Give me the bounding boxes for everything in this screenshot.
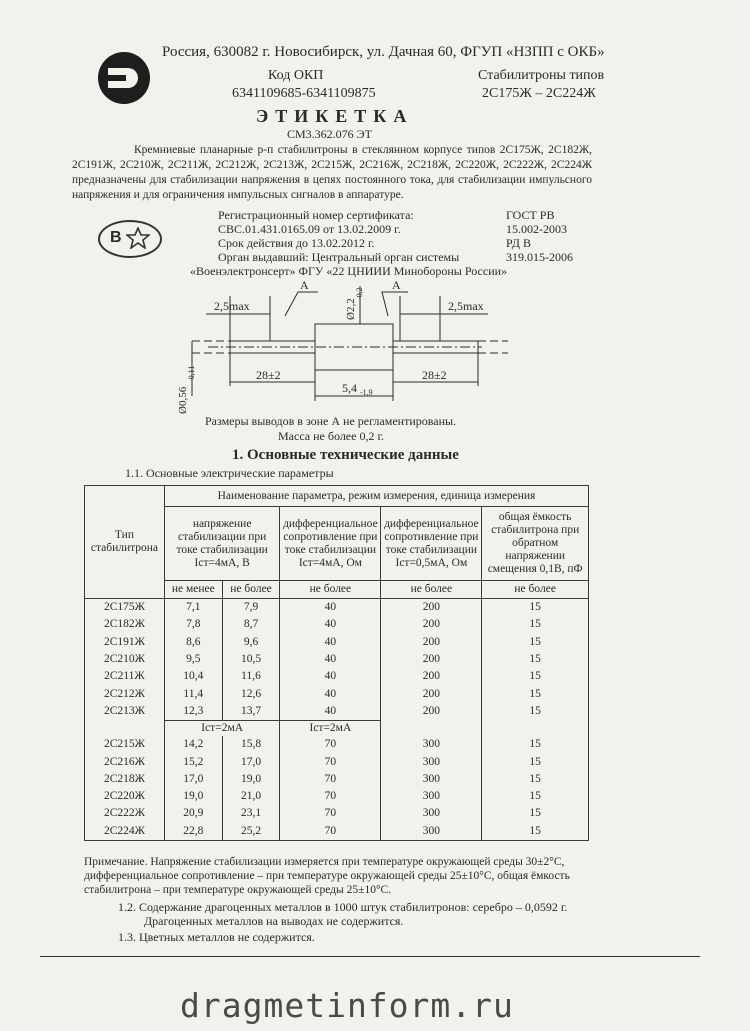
table-cell: 19,0 bbox=[164, 788, 222, 805]
address: Россия, 630082 г. Новосибирск, ул. Дачная 60, ФГУП «НЗПП с ОКБ» bbox=[162, 44, 605, 60]
table-cell: 11,4 bbox=[164, 685, 222, 702]
table-cell: 200 bbox=[381, 685, 482, 702]
table-cell: 10,4 bbox=[164, 668, 222, 685]
std-1: ГОСТ РВ bbox=[506, 208, 555, 222]
body-len: 5,4 bbox=[342, 381, 357, 395]
table-cell: 2С220Ж bbox=[85, 788, 165, 805]
table-cell: 15,2 bbox=[164, 753, 222, 770]
divider bbox=[40, 956, 700, 957]
table-cell: 15 bbox=[482, 616, 589, 633]
sub-max: не более bbox=[222, 581, 280, 599]
table-cell: 40 bbox=[280, 616, 381, 633]
table-cell: 20,9 bbox=[164, 805, 222, 822]
table-cell: 15 bbox=[482, 823, 589, 841]
std-3: РД В bbox=[506, 236, 531, 250]
item-1-3: 1.3. Цветных металлов не содержится. bbox=[118, 930, 315, 944]
type-value: 2С175Ж – 2С224Ж bbox=[482, 86, 596, 101]
len-right: 28±2 bbox=[422, 368, 447, 382]
table-cell: 15 bbox=[482, 685, 589, 702]
sep-diff: Iст=2мА bbox=[280, 721, 381, 737]
sub-diff2: не более bbox=[381, 581, 482, 599]
certification-mark-icon: В bbox=[98, 220, 162, 258]
body-dia: Ø2,2 bbox=[345, 298, 357, 320]
okp-label: Код ОКП bbox=[268, 68, 324, 83]
table-cell: 40 bbox=[280, 685, 381, 702]
table-row bbox=[85, 599, 589, 617]
sep-voltage: Iст=2мА bbox=[164, 721, 279, 737]
diff2-header: дифференциальное сопротивление при токе стабилизации Iст=0,5мА, Ом bbox=[381, 507, 482, 581]
std-4: 319.015-2006 bbox=[506, 250, 573, 264]
table-cell: 2С211Ж bbox=[85, 668, 165, 685]
table-cell: 17,0 bbox=[222, 753, 280, 770]
table-cell: 70 bbox=[280, 823, 381, 841]
table-cell: 15 bbox=[482, 788, 589, 805]
table-cell: 70 bbox=[280, 805, 381, 822]
cert-valid-until: Срок действия до 13.02.2012 г. bbox=[218, 236, 375, 250]
table-cell: 15 bbox=[482, 771, 589, 788]
table-cell: 300 bbox=[381, 788, 482, 805]
table-cell: 15 bbox=[482, 753, 589, 770]
table-row bbox=[85, 685, 589, 702]
table-row bbox=[85, 651, 589, 668]
table-cell: 40 bbox=[280, 599, 381, 617]
table-cell: 9,5 bbox=[164, 651, 222, 668]
doc-code: СМ3.362.076 ЭТ bbox=[287, 127, 372, 141]
lead-dia: Ø0,56 bbox=[177, 386, 189, 414]
diode-drawing bbox=[170, 276, 520, 418]
lead-left-dim: 2,5max bbox=[214, 299, 250, 313]
table-cell: 2С182Ж bbox=[85, 616, 165, 633]
doc-title: ЭТИКЕТКА bbox=[256, 106, 414, 126]
table-cell: 15 bbox=[482, 703, 589, 721]
table-cell: 11,6 bbox=[222, 668, 280, 685]
table-cell: 15 bbox=[482, 599, 589, 617]
table-cell: 15 bbox=[482, 805, 589, 822]
zone-a-right: A bbox=[392, 278, 401, 292]
drawing-note-1: Размеры выводов в зоне А не регламентированы. bbox=[205, 414, 457, 428]
table-row bbox=[85, 616, 589, 633]
table-cell: 14,2 bbox=[164, 736, 222, 753]
std-2: 15.002-2003 bbox=[506, 222, 567, 236]
table-cell: 15 bbox=[482, 668, 589, 685]
current-separator-row bbox=[85, 721, 589, 737]
voltage-header: напряжение стабилизации при токе стабилизации Iст=4мА, В bbox=[164, 507, 279, 581]
group-header: Наименование параметра, режим измерения, единица измерения bbox=[164, 486, 588, 507]
table-cell: 200 bbox=[381, 668, 482, 685]
table-cell: 21,0 bbox=[222, 788, 280, 805]
table-row bbox=[85, 805, 589, 822]
cap-header: общая ёмкость стабилитрона при обратном напряжении смещения 0,1В, пФ bbox=[482, 507, 589, 581]
table-cell: 15 bbox=[482, 736, 589, 753]
table-cell: 40 bbox=[280, 703, 381, 721]
type-label: Стабилитроны типов bbox=[478, 68, 605, 83]
sub-diff1: не более bbox=[280, 581, 381, 599]
subsection-title: 1.1. Основные электрические параметры bbox=[125, 466, 334, 480]
table-cell: 200 bbox=[381, 616, 482, 633]
table-cell: 15 bbox=[482, 651, 589, 668]
table-cell: 8,7 bbox=[222, 616, 280, 633]
table-cell: 25,2 bbox=[222, 823, 280, 841]
table-cell: 2С216Ж bbox=[85, 753, 165, 770]
table-cell: 40 bbox=[280, 651, 381, 668]
company-logo bbox=[98, 52, 150, 104]
table-row bbox=[85, 753, 589, 770]
cert-issuer-label: Орган выдавший: Центральный орган системы bbox=[218, 250, 460, 264]
table-cell: 15,8 bbox=[222, 736, 280, 753]
table-cell: 22,8 bbox=[164, 823, 222, 841]
diff1-header: дифференциальное сопротивление при токе стабилизации Iст=4мА, Ом bbox=[280, 507, 381, 581]
table-cell: 2С213Ж bbox=[85, 703, 165, 721]
item-1-2: 1.2. Содержание драгоценных металлов в 1000 штук стабилитронов: серебро – 0,0592 г. bbox=[118, 900, 568, 914]
intro-text: Кремниевые планарные р-п стабилитроны в стеклянном корпусе типов 2С175Ж, 2С182Ж, 2С191Ж, 2С210Ж, 2С211Ж, 2С212Ж, 2С213Ж, 2С215Ж, 2С216Ж, 2С218Ж, 2С220Ж, 2С222Ж, 2С224Ж предназначены для стабилизации напряжения в цепях постоянного тока, для стабилизации импульсного напряжения и для ограничения импульсных сигналов в аппаратуре. bbox=[72, 144, 592, 201]
table-row bbox=[85, 788, 589, 805]
table-cell: 70 bbox=[280, 736, 381, 753]
table-row bbox=[85, 703, 589, 721]
table-cell: 2С218Ж bbox=[85, 771, 165, 788]
table-cell: 70 bbox=[280, 753, 381, 770]
table-cell: 300 bbox=[381, 823, 482, 841]
table-cell: 12,6 bbox=[222, 685, 280, 702]
table-cell: 2С210Ж bbox=[85, 651, 165, 668]
table-cell: 2С224Ж bbox=[85, 823, 165, 841]
table-row bbox=[85, 668, 589, 685]
sub-cap: не более bbox=[482, 581, 589, 599]
table-row bbox=[85, 634, 589, 651]
table-row bbox=[85, 823, 589, 841]
zone-a-left: A bbox=[300, 278, 309, 292]
len-left: 28±2 bbox=[256, 368, 281, 382]
table-cell: 70 bbox=[280, 788, 381, 805]
table-cell: 9,6 bbox=[222, 634, 280, 651]
table-cell: 40 bbox=[280, 668, 381, 685]
table-cell: 2С191Ж bbox=[85, 634, 165, 651]
table-cell: 300 bbox=[381, 771, 482, 788]
table-cell: 12,3 bbox=[164, 703, 222, 721]
cert-reg-label: Регистрационный номер сертификата: bbox=[218, 208, 414, 222]
col-type-header: Тип стабилитрона bbox=[85, 486, 165, 599]
section-title: 1. Основные технические данные bbox=[232, 447, 459, 463]
table-cell: 70 bbox=[280, 771, 381, 788]
lead-dia-tol: -0,11 bbox=[187, 365, 196, 382]
table-note: Примечание. Напряжение стабилизации измеряется при температуре окружающей среды 30±2°С, дифференциальное сопротивление – при температуре окружающей среды 25±10°С, общая ёмкость стабилитрона – при температуре окружающей среды 25±10°С. bbox=[84, 856, 570, 896]
table-cell: 15 bbox=[482, 634, 589, 651]
table-row bbox=[85, 736, 589, 753]
table-cell: 40 bbox=[280, 634, 381, 651]
drawing-note-2: Масса не более 0,2 г. bbox=[278, 429, 385, 443]
table-cell: 2С175Ж bbox=[85, 599, 165, 617]
table-cell: 7,8 bbox=[164, 616, 222, 633]
okp-value: 6341109685-6341109875 bbox=[232, 86, 376, 101]
cert-reg-number: СВС.01.431.0165.09 от 13.02.2009 г. bbox=[218, 222, 401, 236]
table-cell: 2С215Ж bbox=[85, 736, 165, 753]
parameters-table bbox=[84, 485, 589, 841]
table-cell: 300 bbox=[381, 753, 482, 770]
table-cell: 300 bbox=[381, 805, 482, 822]
table-cell: 7,1 bbox=[164, 599, 222, 617]
table-cell: 300 bbox=[381, 736, 482, 753]
table-cell: 2С222Ж bbox=[85, 805, 165, 822]
table-cell: 13,7 bbox=[222, 703, 280, 721]
table-cell: 200 bbox=[381, 599, 482, 617]
footer-watermark: dragmetinform.ru bbox=[180, 986, 514, 1025]
table-cell: 200 bbox=[381, 634, 482, 651]
table-row bbox=[85, 771, 589, 788]
table-cell: 8,6 bbox=[164, 634, 222, 651]
item-1-2-b: Драгоценных металлов на выводах не содержится. bbox=[144, 914, 404, 928]
table-cell: 2С212Ж bbox=[85, 685, 165, 702]
table-cell: 7,9 bbox=[222, 599, 280, 617]
table-cell: 17,0 bbox=[164, 771, 222, 788]
body-len-tol: -1,9 bbox=[360, 388, 373, 397]
table-cell: 10,5 bbox=[222, 651, 280, 668]
table-cell: 23,1 bbox=[222, 805, 280, 822]
cert-issuer-name: «Военэлектронсерт» ФГУ «22 ЦНИИИ Минобороны России» bbox=[190, 264, 508, 278]
sub-min: не менее bbox=[164, 581, 222, 599]
body-dia-tol: -0,2 bbox=[355, 287, 364, 300]
lead-right-dim: 2,5max bbox=[448, 299, 484, 313]
table-cell: 200 bbox=[381, 651, 482, 668]
table-cell: 19,0 bbox=[222, 771, 280, 788]
table-cell: 200 bbox=[381, 703, 482, 721]
